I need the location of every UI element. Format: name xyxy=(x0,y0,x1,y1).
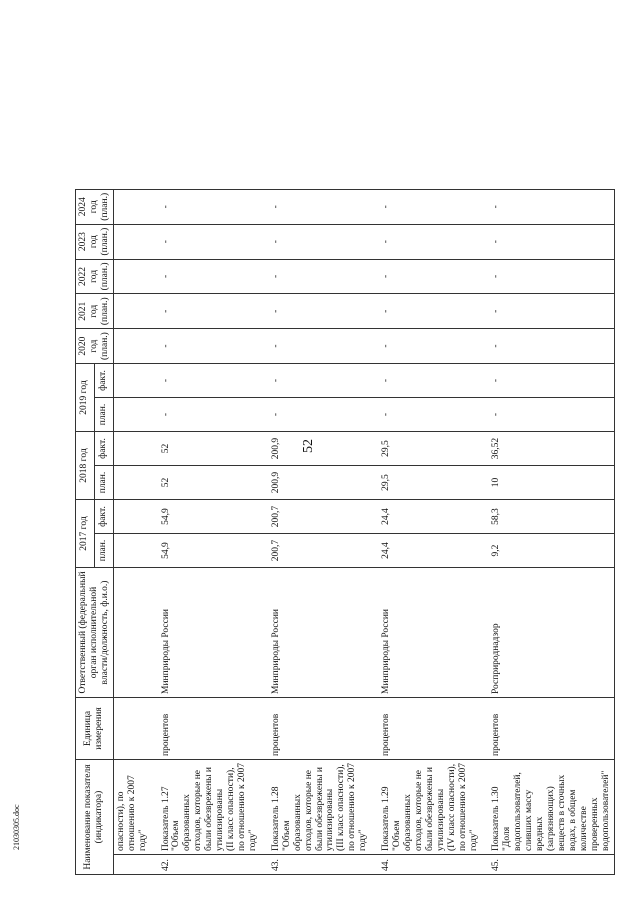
header-unit: Единица измерения xyxy=(76,698,114,760)
value-2022: - xyxy=(371,259,481,294)
header-2018-fact: факт. xyxy=(94,432,113,466)
value-2019-fact: - xyxy=(371,364,481,398)
value-2024: - xyxy=(481,189,614,224)
header-2017-fact: факт. xyxy=(94,500,113,534)
indicator-name: Показатель 1.27 "Объем образованных отходов, которые не были обезврежены и утилизированы (II класс опасности), по отношению к 2007 году" xyxy=(151,760,261,855)
header-indicator-name: Наименование показателя (индикатора) xyxy=(76,760,114,875)
value-2018-fact: 36,52 xyxy=(481,432,614,466)
rotated-table-container xyxy=(75,35,625,875)
value-2018-plan: 10 xyxy=(481,466,614,500)
value-2022: - xyxy=(481,259,614,294)
value-2021: - xyxy=(151,294,261,329)
unit-cell: процентов xyxy=(481,698,614,760)
value-2021: - xyxy=(371,294,481,329)
header-2019-fact: факт. xyxy=(94,364,113,398)
value-2024: - xyxy=(151,189,261,224)
value-2019-fact: - xyxy=(151,364,261,398)
value-2019-plan: - xyxy=(151,398,261,432)
value-2018-plan: 200,9 xyxy=(261,466,371,500)
table-row xyxy=(261,189,371,874)
indicators-table xyxy=(75,189,615,875)
value-2018-plan: 52 xyxy=(151,466,261,500)
indicator-name: Показатель 1.29 "Объем образованных отходов, которые не были обезврежены и утилизированы (IV класс опасности), по отношению к 2007 году" xyxy=(371,760,481,855)
value-2017-plan: 54,9 xyxy=(151,534,261,568)
table-row xyxy=(371,189,481,874)
value-2017-plan: 200,7 xyxy=(261,534,371,568)
header-year-2023: 2023 год (план.) xyxy=(76,224,114,259)
value-2019-plan: - xyxy=(261,398,371,432)
value-2019-fact: - xyxy=(261,364,371,398)
value-2017-fact: 58,3 xyxy=(481,500,614,534)
table-row-continuation xyxy=(113,189,150,874)
value-2023: - xyxy=(261,224,371,259)
header-year-2020: 2020 год (план.) xyxy=(76,329,114,364)
header-year-2022: 2022 год (план.) xyxy=(76,259,114,294)
header-year-2024: 2024 год (план.) xyxy=(76,189,114,224)
value-2023: - xyxy=(151,224,261,259)
responsible-cell: Минприроды России xyxy=(371,568,481,698)
header-2019-plan: план. xyxy=(94,398,113,432)
row-number: 42. xyxy=(151,855,261,875)
value-2017-plan: 24,4 xyxy=(371,534,481,568)
row-number: 44. xyxy=(371,855,481,875)
header-responsible: Ответственный (федеральный орган исполнительной власти/должность, ф.и.о.) xyxy=(76,568,114,698)
value-2018-plan: 29,5 xyxy=(371,466,481,500)
value-2021: - xyxy=(481,294,614,329)
value-2024: - xyxy=(371,189,481,224)
value-2022: - xyxy=(151,259,261,294)
responsible-cell: Росприроднадзор xyxy=(481,568,614,698)
value-2020: - xyxy=(151,329,261,364)
continuation-name: опасности), по отношению к 2007 году" xyxy=(113,760,150,855)
value-2020: - xyxy=(371,329,481,364)
header-year-2017: 2017 год xyxy=(76,500,95,568)
unit-cell: процентов xyxy=(261,698,371,760)
unit-cell: процентов xyxy=(151,698,261,760)
value-2024: - xyxy=(261,189,371,224)
value-2021: - xyxy=(261,294,371,329)
row-number: 43. xyxy=(261,855,371,875)
table-row xyxy=(481,189,614,874)
responsible-cell: Минприроды России xyxy=(261,568,371,698)
file-footer: 21030305.doc xyxy=(12,804,21,850)
header-year-2021: 2021 год (план.) xyxy=(76,294,114,329)
value-2017-fact: 200,7 xyxy=(261,500,371,534)
row-number: 45. xyxy=(481,855,614,875)
value-2019-plan: - xyxy=(481,398,614,432)
unit-cell: процентов xyxy=(371,698,481,760)
header-year-2018: 2018 год xyxy=(76,432,95,500)
header-2017-plan: план. xyxy=(94,534,113,568)
value-2017-fact: 54,9 xyxy=(151,500,261,534)
value-2022: - xyxy=(261,259,371,294)
value-2017-plan: 9,2 xyxy=(481,534,614,568)
value-2018-fact: 29,5 xyxy=(371,432,481,466)
value-2020: - xyxy=(261,329,371,364)
value-2019-plan: - xyxy=(371,398,481,432)
page-number: 52 xyxy=(301,439,316,453)
value-2019-fact: - xyxy=(481,364,614,398)
value-2018-fact: 52 xyxy=(151,432,261,466)
table-row xyxy=(151,189,261,874)
header-2018-plan: план. xyxy=(94,466,113,500)
indicator-name: Показатель 1.28 "Объем образованных отходов, которые не были обезврежены и утилизированы (III класс опасности), по отношению к 2007 году" xyxy=(261,760,371,855)
value-2018-fact: 200,9 xyxy=(261,432,371,466)
indicator-name: Показатель 1.30 "Доля водопользователей, сливших массу вредных (загрязняющих) веществ в сточных водах, в общем количестве проверенных водопользователей" xyxy=(481,760,614,855)
value-2023: - xyxy=(371,224,481,259)
continuation-number xyxy=(113,855,150,875)
value-2023: - xyxy=(481,224,614,259)
header-year-2019: 2019 год xyxy=(76,364,95,432)
value-2020: - xyxy=(481,329,614,364)
responsible-cell: Минприроды России xyxy=(151,568,261,698)
value-2017-fact: 24,4 xyxy=(371,500,481,534)
